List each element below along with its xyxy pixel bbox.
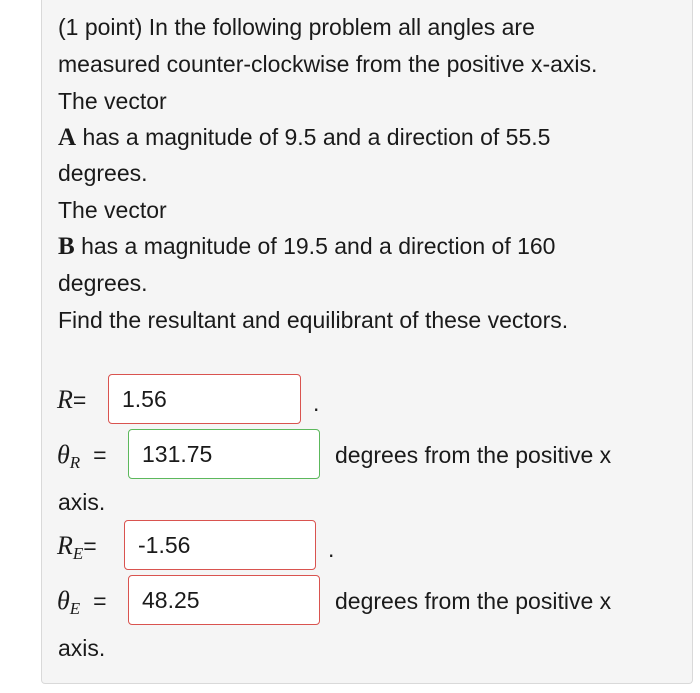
resultant-angle-eq: = <box>93 442 107 468</box>
vector-a-symbol: A <box>58 124 77 151</box>
equilibrant-angle-label <box>57 586 107 624</box>
resultant-angle-sub: R <box>69 453 81 472</box>
equilibrant-angle-var: θ <box>57 586 70 615</box>
problem-intro-line1: (1 point) In the following problem all angles are <box>58 14 535 40</box>
equilibrant-angle-eq: = <box>93 588 107 614</box>
equilibrant-angle-suffix: degrees from the positive x <box>335 588 612 614</box>
vector-b-tail: degrees. <box>58 270 148 296</box>
vector-a-description <box>58 122 550 153</box>
task-instruction: Find the resultant and equilibrant of these vectors. <box>58 307 569 333</box>
resultant-magnitude-label <box>57 385 86 415</box>
problem-intro-line2: measured counter-clockwise from the positive x-axis. <box>58 51 598 77</box>
vector-b-lead: The vector <box>58 197 167 223</box>
equilibrant-magnitude-input[interactable] <box>124 520 316 570</box>
vector-b-symbol: B <box>58 233 75 260</box>
vector-a-lead: The vector <box>58 88 167 114</box>
equilibrant-angle-input[interactable] <box>128 575 320 625</box>
vector-b-description <box>58 231 555 262</box>
resultant-magnitude-var: R <box>57 385 73 414</box>
equilibrant-magnitude-eq: = <box>83 533 97 559</box>
resultant-magnitude-suffix: . <box>313 390 320 416</box>
equilibrant-angle-suffix-wrap: axis. <box>58 635 106 661</box>
resultant-angle-label <box>57 440 107 478</box>
equilibrant-magnitude-sub: E <box>72 544 84 563</box>
vector-b-text: has a magnitude of 19.5 and a direction of 160 <box>74 233 556 259</box>
resultant-angle-suffix-wrap: axis. <box>58 489 106 515</box>
resultant-angle-var: θ <box>57 440 70 469</box>
equilibrant-angle-sub: E <box>69 599 81 618</box>
resultant-magnitude-eq: = <box>72 387 87 413</box>
equilibrant-magnitude-suffix: . <box>328 536 335 562</box>
resultant-magnitude-input[interactable] <box>108 374 301 424</box>
equilibrant-magnitude-var: R <box>57 531 73 560</box>
equilibrant-magnitude-label <box>57 531 97 569</box>
vector-a-text: has a magnitude of 9.5 and a direction of 55.5 <box>76 124 551 150</box>
resultant-angle-input[interactable] <box>128 429 320 479</box>
resultant-angle-suffix: degrees from the positive x <box>335 442 612 468</box>
vector-a-tail: degrees. <box>58 160 148 186</box>
